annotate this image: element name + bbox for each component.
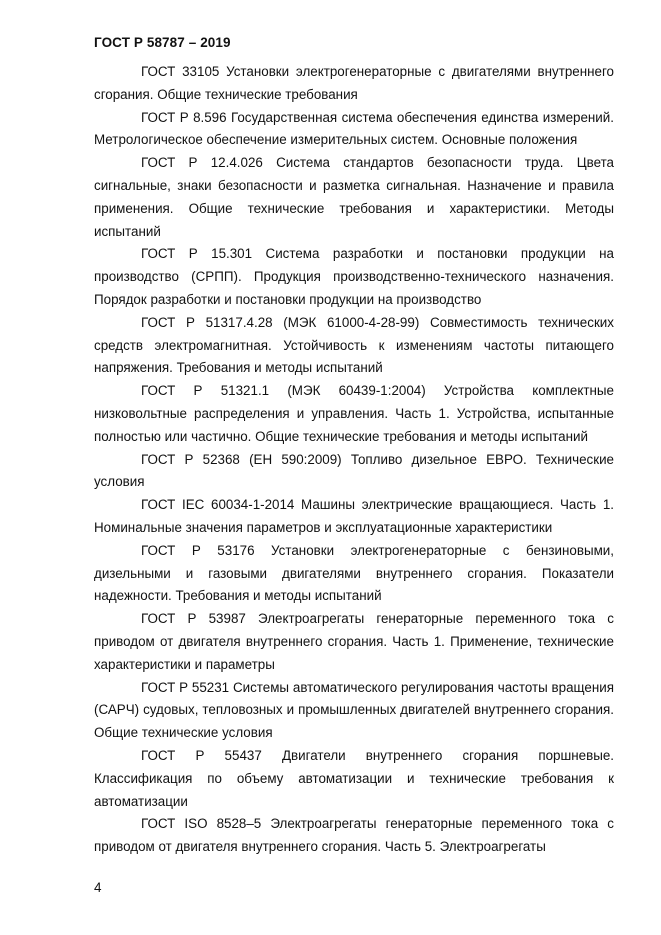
reference-entry: ГОСТ ISO 8528–5 Электроагрегаты генераторные переменного тока с приводом от двигателя внутреннего сгорания. Часть 5. Электроагрегаты bbox=[94, 816, 614, 855]
reference-entry: ГОСТ 33105 Установки электрогенераторные с двигателями внутреннего сгорания. Общие технические требования bbox=[94, 64, 614, 102]
normative-references-list bbox=[94, 61, 614, 859]
reference-entry: ГОСТ Р 51317.4.28 (МЭК 61000-4-28-99) Совместимость технических средств электромагнитная. Устойчивость к изменениям частоты питающего напряжения. Требования и методы испытаний bbox=[94, 314, 614, 376]
reference-entry: ГОСТ Р 53987 Электроагрегаты генераторные переменного тока с приводом от двигателя внутреннего сгорания. Часть 1. Применение, технические характеристики и параметры bbox=[94, 611, 614, 672]
reference-entry: ГОСТ Р 52368 (ЕН 590:2009) Топливо дизельное ЕВРО. Технические условия bbox=[94, 451, 614, 490]
reference-entry: ГОСТ Р 51321.1 (МЭК 60439-1:2004) Устройства комплектные низковольтные распределения и управления. Часть 1. Устройства, испытанные полностью или частично. Общие технические требования и методы испытаний bbox=[94, 383, 614, 444]
reference-entry: ГОСТ Р 8.596 Государственная система обеспечения единства измерений. Метрологическое обеспечение измерительных систем. Основные положения bbox=[94, 109, 614, 148]
reference-entry: ГОСТ Р 53176 Установки электрогенераторные с бензиновыми, дизельными и газовыми двигателями внутреннего сгорания. Показатели надежности. Требования и методы испытаний bbox=[94, 542, 614, 604]
page-number: 4 bbox=[94, 880, 102, 895]
document-code-header: ГОСТ Р 58787 – 2019 bbox=[94, 35, 231, 50]
reference-entry: ГОСТ Р 15.301 Система разработки и постановки продукции на производство (СРПП). Продукция производственно-технического назначения. Порядок разработки и постановки продукции на производство bbox=[94, 246, 614, 307]
reference-entry: ГОСТ Р 55437 Двигатели внутреннего сгорания поршневые. Классификация по объему автоматизации и технические требования к автоматизации bbox=[94, 747, 614, 809]
reference-entry: ГОСТ Р 12.4.026 Система стандартов безопасности труда. Цвета сигнальные, знаки безопасности и разметка сигнальная. Назначение и правила применения. Общие технические требования и характеристики. Методы испытаний bbox=[94, 155, 614, 239]
reference-entry: ГОСТ Р 55231 Системы автоматического регулирования частоты вращения (САРЧ) судовых, тепловозных и промышленных двигателей внутреннего сгорания. Общие технические условия bbox=[94, 679, 614, 741]
reference-entry: ГОСТ IEC 60034-1-2014 Машины электрические вращающиеся. Часть 1. Номинальные значения параметров и эксплуатационные характеристики bbox=[94, 497, 614, 535]
